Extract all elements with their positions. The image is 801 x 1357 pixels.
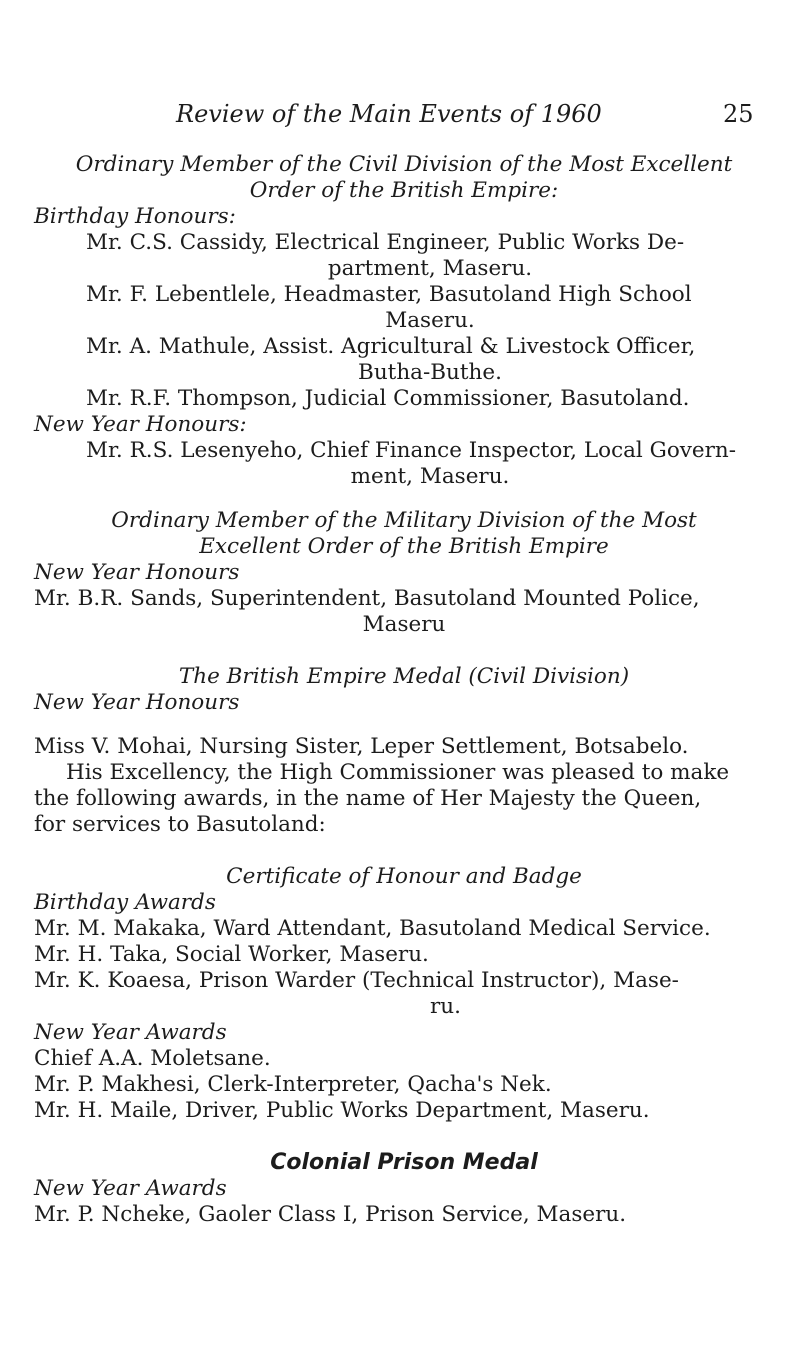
civil-division-heading — [34, 152, 774, 204]
new-year-awards-label: New Year Awards — [34, 1176, 227, 1201]
heading-line: Order of the British Empire: — [249, 178, 559, 203]
list-item: Mr. P. Ncheke, Gaoler Class I, Prison Service, Maseru. — [34, 1202, 627, 1227]
list-item: Mr. K. Koaesa, Prison Warder (Technical Instructor), Mase- ru. — [34, 968, 679, 1019]
list-item: Mr. R.S. Lesenyeho, Chief Finance Inspector, Local Govern- ment, Maseru. — [86, 438, 737, 489]
new-year-honours-label: New Year Honours — [34, 560, 240, 585]
list-item: Mr. M. Makaka, Ward Attendant, Basutoland Medical Service. — [34, 916, 711, 941]
birthday-awards-label: Birthday Awards — [34, 890, 216, 915]
running-head — [0, 98, 801, 138]
running-title: Review of the Main Events of 1960 — [176, 100, 602, 128]
heading-line: Ordinary Member of the Military Division of the Most — [111, 508, 697, 533]
heading-line: Ordinary Member of the Civil Division of the Most Excellent — [75, 152, 733, 177]
military-division-heading — [34, 508, 774, 560]
new-year-honours-label: New Year Honours — [34, 690, 240, 715]
page-number: 25 — [723, 100, 754, 128]
list-item: Mr. H. Maile, Driver, Public Works Department, Maseru. — [34, 1098, 650, 1123]
list-item: Mr. C.S. Cassidy, Electrical Engineer, Public Works De- partment, Maseru. — [86, 230, 685, 281]
new-year-awards-label: New Year Awards — [34, 1020, 227, 1045]
bem-heading: The British Empire Medal (Civil Division) — [178, 664, 630, 689]
list-item: Mr. H. Taka, Social Worker, Maseru. — [34, 942, 429, 967]
list-item: Mr. P. Makhesi, Clerk-Interpreter, Qacha's Nek. — [34, 1072, 552, 1097]
colonial-prison-medal-heading: Colonial Prison Medal — [270, 1150, 538, 1175]
new-year-honours-label: New Year Honours: — [34, 412, 247, 437]
heading-line: Excellent Order of the British Empire — [199, 534, 609, 559]
list-item: Mr. F. Lebentlele, Headmaster, Basutoland High School Maseru. — [86, 282, 692, 333]
birthday-honours-label: Birthday Honours: — [34, 204, 236, 229]
list-item: Mr. B.R. Sands, Superintendent, Basutoland Mounted Police, Maseru — [34, 586, 700, 637]
list-item: Mr. A. Mathule, Assist. Agricultural & Livestock Officer, Butha-Buthe. — [86, 334, 696, 385]
list-item: Mr. R.F. Thompson, Judicial Commissioner, Basutoland. — [86, 386, 690, 411]
page-content — [34, 152, 774, 1228]
intro-paragraph: His Excellency, the High Commissioner was pleased to make the following awards, in the name of Her Majesty the Queen, for services to Basutoland: — [34, 760, 730, 837]
certificate-heading: Certificate of Honour and Badge — [226, 864, 582, 889]
list-item: Miss V. Mohai, Nursing Sister, Leper Settlement, Botsabelo. — [34, 734, 689, 759]
list-item: Chief A.A. Moletsane. — [34, 1046, 271, 1071]
